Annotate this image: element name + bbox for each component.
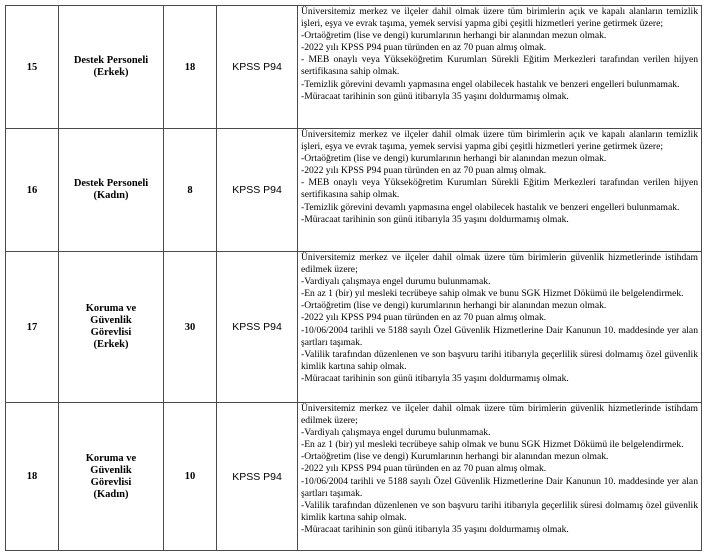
qualification-line: -Vardiyalı çalışmaya engel durumu bulunmamak. — [301, 427, 491, 439]
position-title-line: (Kadın) — [93, 190, 129, 201]
qualifications — [298, 6, 702, 129]
positions-table — [5, 5, 702, 551]
position-title-line: Güvenlik — [90, 464, 132, 476]
qualification-line: -Valilik tarafından düzenlenen ve son başvuru tarihi itibarıyla geçerlilik süresi dolmamış özel güvenlik kimlik kartına sahip olmak. — [301, 348, 698, 372]
position-title — [59, 403, 164, 551]
position-count: 18 — [164, 6, 217, 129]
qualification-line: Üniversitemiz merkez ve ilçeler dahil olmak üzere tüm birimlerin açık ve kapalı alanların temizlik işleri, eşya ve evrak taşıma, yemek servisi yapma gibi çeşitli hizmetleri yerine getirmek üzere; — [301, 129, 698, 153]
row-number: 16 — [6, 129, 59, 252]
row-number: 17 — [6, 252, 59, 403]
qualification-line: -2022 yılı KPSS P94 puan türünden en az 70 puan almış olmak. — [301, 312, 547, 324]
row-number: 15 — [6, 6, 59, 129]
position-count: 10 — [164, 403, 217, 551]
qualification-line: -En az 1 (bir) yıl mesleki tecrübeye sahip olmak ve bunu SGK Hizmet Dökümü ile belgelendirmek. — [301, 439, 684, 451]
qualification-line: -Valilik tarafından düzenlenen ve son başvuru tarihi itibarıyla geçerlilik süresi dolmamış özel güvenlik kimlik kartına sahip olmak. — [301, 499, 698, 523]
position-title-line: Güvenlik — [90, 315, 132, 326]
table-row — [6, 129, 702, 252]
qualification-line: -Ortaöğretim (lise ve dengi) kurumlarının herhangi bir alanından mezun olmak. — [301, 30, 607, 42]
position-title-line: Destek Personeli — [73, 178, 149, 189]
qualification-line: -Ortaöğretim (lise ve dengi) kurumlarının herhangi bir alanından mezun olmak. — [301, 300, 607, 312]
position-title — [59, 129, 164, 252]
qualification-line: -Vardiyalı çalışmaya engel durumu bulunmamak. — [301, 276, 491, 288]
position-title — [59, 252, 164, 403]
exam-type: KPSS P94 — [217, 252, 298, 403]
qualification-line: Üniversitemiz merkez ve ilçeler dahil olmak üzere tüm birimlerin açık ve kapalı alanların temizlik işleri, eşya ve evrak taşıma, yemek servisi yapma gibi çeşitli hizmetleri yerine getirmek üzere; — [301, 6, 698, 30]
qualifications — [298, 252, 702, 403]
position-title — [59, 6, 164, 129]
qualification-line: -Müracaat tarihinin son günü itibarıyla 35 yaşını doldurmamış olmak. — [301, 523, 569, 535]
position-title-line: Görevlisi — [90, 327, 132, 338]
qualification-line: Üniversitemiz merkez ve ilçeler dahil olmak üzere tüm birimlerin güvenlik hizmetlerinde istihdam edilmek üzere; — [301, 252, 698, 276]
qualification-line: -2022 yılı KPSS P94 puan türünden en az 70 puan almış olmak. — [301, 42, 547, 54]
qualification-line: -10/06/2004 tarihli ve 5188 sayılı Özel Güvenlik Hizmetlerine Dair Kanunun 10. maddesinde yer alan şartları taşımak. — [301, 324, 698, 348]
qualification-line: -Temizlik görevini devamlı yapmasına engel olabilecek hastalık ve benzeri engelleri bulunmamak. — [301, 201, 680, 213]
table-row — [6, 252, 702, 403]
qualification-line: -2022 yılı KPSS P94 puan türünden en az 70 puan almış olmak. — [301, 165, 547, 177]
qualification-line: Üniversitemiz merkez ve ilçeler dahil olmak üzere tüm birimlerin güvenlik hizmetlerinde istihdam edilmek üzere; — [301, 403, 698, 427]
qualification-line: -Müracaat tarihinin son günü itibarıyla 35 yaşını doldurmamış olmak. — [301, 372, 569, 384]
position-title-line: (Erkek) — [93, 67, 129, 78]
qualification-line: -Ortaöğretim (lise ve dengi) kurumlarının herhangi bir alanından mezun olmak. — [301, 153, 607, 165]
qualification-line: -Müracaat tarihinin son günü itibarıyla 35 yaşını doldurmamış olmak. — [301, 213, 569, 225]
position-count: 30 — [164, 252, 217, 403]
exam-type: KPSS P94 — [217, 403, 298, 551]
position-title-line: Görevlisi — [90, 476, 132, 488]
position-count: 8 — [164, 129, 217, 252]
qualifications — [298, 403, 702, 551]
position-title-line: (Kadın) — [93, 488, 129, 500]
qualification-line: -Temizlik görevini devamlı yapmasına engel olabilecek hastalık ve benzeri engelleri bulunmamak. — [301, 78, 680, 90]
qualification-line: -Ortaöğretim (lise ve dengi) Kurumlarının herhangi bir alanından mezun olmak. — [301, 451, 609, 463]
qualifications — [298, 129, 702, 252]
position-title-line: Koruma ve — [85, 452, 137, 464]
row-number: 18 — [6, 403, 59, 551]
qualification-line: -En az 1 (bir) yıl mesleki tecrübeye sahip olmak ve bunu SGK Hizmet Dökümü ile belgelendirmek. — [301, 288, 684, 300]
qualification-line: - MEB onaylı veya Yükseköğretim Kurumları Sürekli Eğitim Merkezleri tarafından verilen hijyen sertifikasına sahip olmak. — [301, 54, 698, 78]
position-title-line: (Erkek) — [93, 339, 129, 350]
position-title-line: Destek Personeli — [73, 55, 149, 66]
table-row — [6, 403, 702, 551]
exam-type: KPSS P94 — [217, 6, 298, 129]
qualification-line: -Müracaat tarihinin son günü itibarıyla 35 yaşını doldurmamış olmak. — [301, 90, 569, 102]
qualification-line: - MEB onaylı veya Yükseköğretim Kurumları Sürekli Eğitim Merkezleri tarafından verilen hijyen sertifikasına sahip olmak. — [301, 177, 698, 201]
exam-type: KPSS P94 — [217, 129, 298, 252]
qualification-line: -10/06/2004 tarihli ve 5188 sayılı Özel Güvenlik Hizmetlerine Dair Kanunun 10. maddesinde yer alan şartları taşımak. — [301, 475, 698, 499]
qualification-line: -2022 yılı KPSS P94 puan türünden en az 70 puan almış olmak. — [301, 463, 547, 475]
table-row — [6, 6, 702, 129]
position-title-line: Koruma ve — [85, 303, 137, 314]
